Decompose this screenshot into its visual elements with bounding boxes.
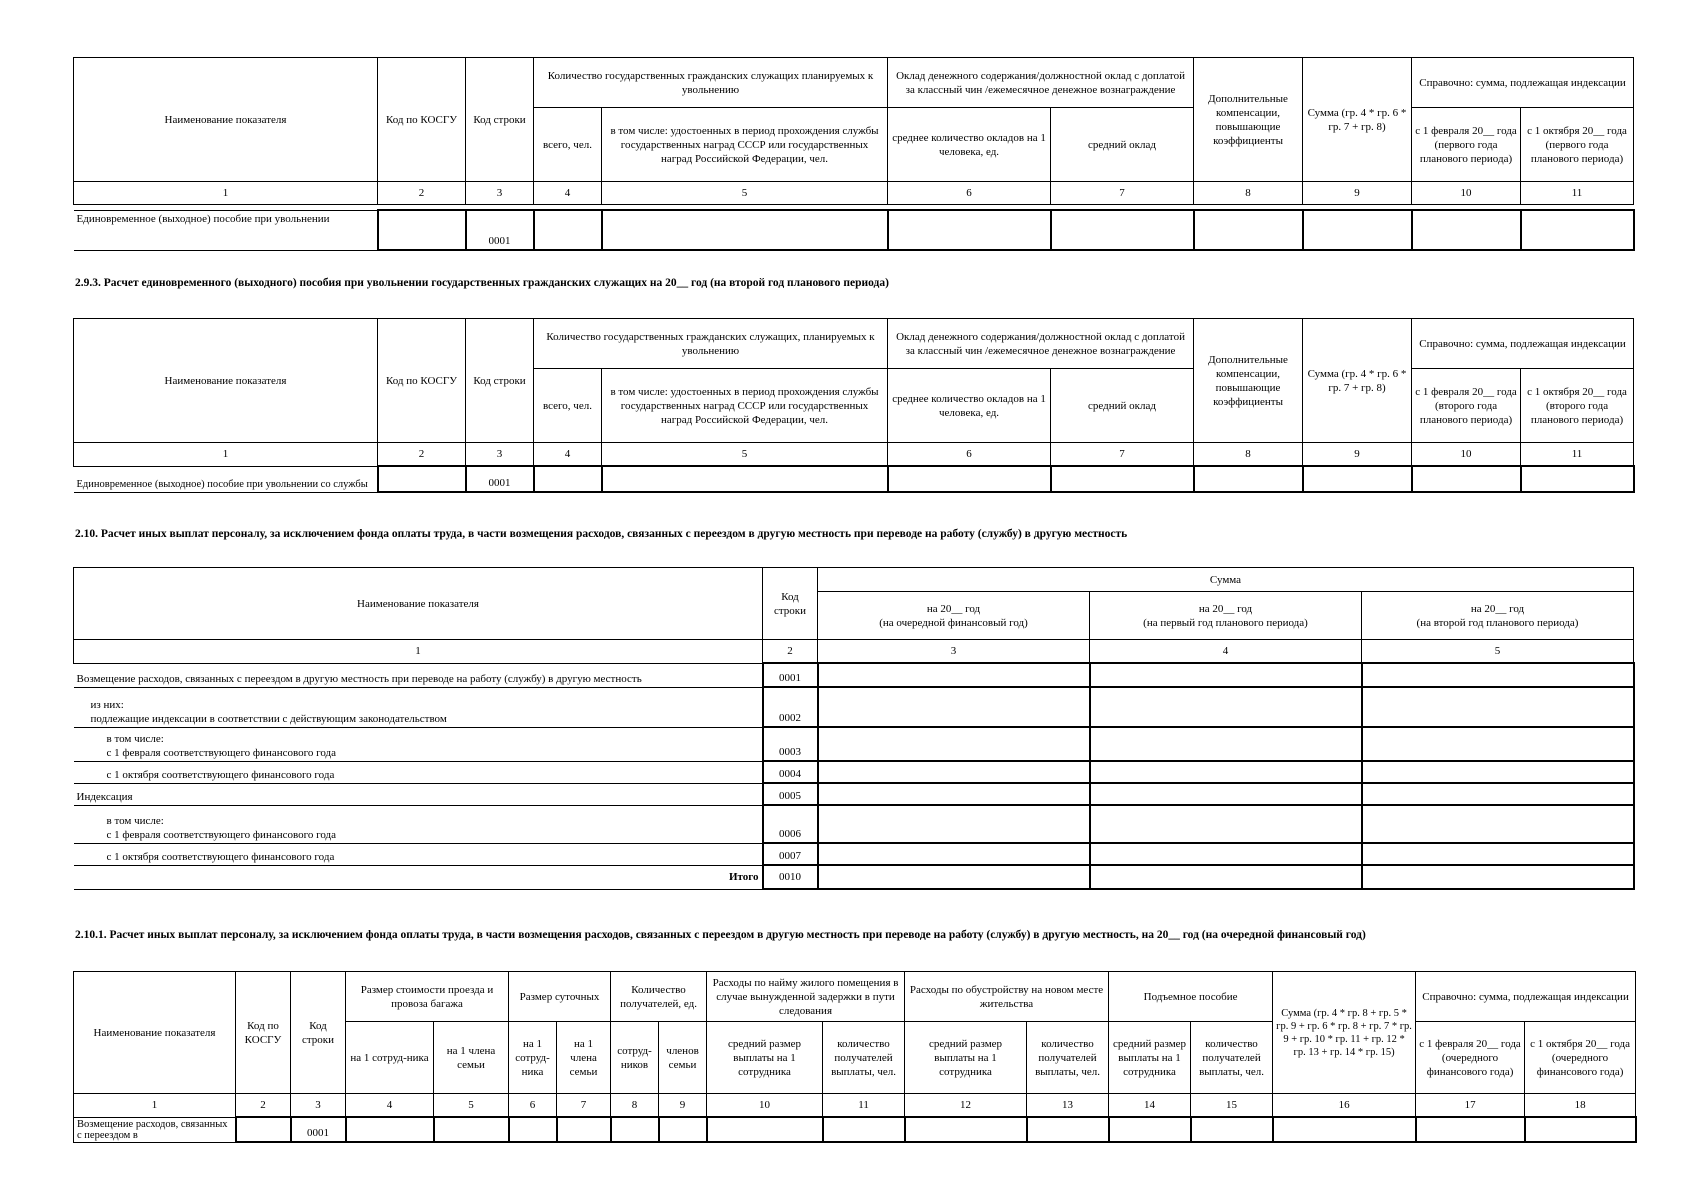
row-code: 0001 (291, 1117, 346, 1142)
table-row (74, 727, 1634, 761)
col-number: 2 (236, 1094, 291, 1118)
year-note: (на второй год планового периода) (1416, 616, 1579, 629)
cell-value[interactable] (1362, 843, 1634, 865)
row-label: с 1 февраля соответствующего финансового года (106, 746, 336, 759)
col-number: 17 (1416, 1094, 1525, 1118)
table-row (74, 663, 1634, 687)
row-prefix: в том числе: (106, 814, 164, 827)
cell-value[interactable] (1090, 727, 1362, 761)
cell-value[interactable] (905, 1117, 1027, 1142)
cell-value[interactable] (818, 805, 1090, 843)
table-relocation-summary (73, 567, 1633, 890)
cell-value[interactable] (1362, 663, 1634, 687)
col-number: 12 (905, 1094, 1027, 1118)
cell-value[interactable] (1362, 783, 1634, 805)
header-salary-group: Оклад денежного содержания/должностной оклад с доплатой за классный чин /ежемесячное денежное вознаграждение (888, 58, 1194, 108)
col-number: 2 (763, 640, 818, 664)
section-title-2-10: 2.10. Расчет иных выплат персоналу, за исключением фонда оплаты труда, в части возмещения расходов, связанных с переездом в другую местность при переводе на работу (службу) в другую местность (75, 528, 1128, 540)
header-extra: Дополнительные компенсации, повышающие коэффициенты (1194, 319, 1303, 443)
cell-value[interactable] (818, 727, 1090, 761)
col-number: 18 (1525, 1094, 1636, 1118)
header-travel-emp: на 1 сотруд-ника (346, 1022, 434, 1094)
col-number: 7 (557, 1094, 611, 1118)
cell-value[interactable] (534, 466, 602, 492)
col-number: 3 (818, 640, 1090, 664)
table-row (74, 761, 1634, 783)
row-prefix: из них: (90, 698, 124, 711)
header-ref-oct: с 1 октября 20__ года (очередного финансового года) (1525, 1022, 1636, 1094)
col-number: 5 (434, 1094, 509, 1118)
table-severance-first-plan-year (73, 57, 1633, 251)
row-code: 0005 (763, 783, 818, 805)
row-code: 0010 (763, 865, 818, 889)
header-ref-group: Справочно: сумма, подлежащая индексации (1412, 58, 1634, 108)
row-code: 0006 (763, 805, 818, 843)
header-salary-avg-count: среднее количество окладов на 1 человека, ед. (888, 108, 1051, 182)
cell-value[interactable] (1412, 466, 1521, 492)
col-number: 8 (1194, 182, 1303, 205)
cell-value[interactable] (1362, 761, 1634, 783)
row-prefix: в том числе: (106, 732, 164, 745)
cell-value[interactable] (823, 1117, 905, 1142)
row-label: с 1 октября соответствующего финансового года (106, 850, 335, 863)
col-number: 7 (1051, 182, 1194, 205)
cell-value[interactable] (888, 466, 1051, 492)
header-salary-group: Оклад денежного содержания/должностной оклад с доплатой за классный чин /ежемесячное денежное вознаграждение (888, 319, 1194, 369)
cell-value[interactable] (1090, 761, 1362, 783)
cell-value[interactable] (818, 783, 1090, 805)
row-name (74, 761, 763, 783)
row-name (74, 663, 763, 687)
col-number: 1 (74, 443, 378, 467)
row-name: Единовременное (выходное) пособие при увольнении со службы (74, 466, 378, 492)
cell-value[interactable] (1090, 805, 1362, 843)
header-name: Наименование показателя (74, 972, 236, 1094)
header-lift-avg: средний размер выплаты на 1 сотрудника (1109, 1022, 1191, 1094)
cell-value[interactable] (1521, 466, 1634, 492)
header-row-code: Код строки (466, 319, 534, 443)
table-row (74, 843, 1634, 865)
table-relocation-detail (73, 971, 1633, 1143)
cell-value[interactable] (1362, 865, 1634, 889)
col-number: 9 (1303, 182, 1412, 205)
cell-value[interactable] (1051, 466, 1194, 492)
total-label: Итого (74, 865, 763, 889)
header-ref-oct: с 1 октября 20__ года (первого года планового периода) (1521, 108, 1634, 182)
header-sum: Сумма (гр. 4 * гр. 6 * гр. 7 + гр. 8) (1303, 319, 1412, 443)
row-code: 0001 (763, 663, 818, 687)
header-count-total: всего, чел. (534, 108, 602, 182)
header-count-awarded: в том числе: удостоенных в период прохождения службы государственных наград СССР или государственных наград Российской Федерации, чел. (602, 108, 888, 182)
cell-value[interactable] (611, 1117, 659, 1142)
header-ref-oct: с 1 октября 20__ года (второго года планового периода) (1521, 369, 1634, 443)
header-ref-feb: с 1 февраля 20__ года (второго года планового периода) (1412, 369, 1521, 443)
cell-value[interactable] (1362, 727, 1634, 761)
header-settle-avg: средний размер выплаты на 1 сотрудника (905, 1022, 1027, 1094)
row-label: с 1 октября соответствующего финансового года (106, 768, 335, 781)
header-count-group: Количество государственных гражданских служащих, планируемых к увольнению (534, 319, 888, 369)
row-name (74, 843, 763, 865)
header-ref-group: Справочно: сумма, подлежащая индексации (1416, 972, 1636, 1022)
table-row (74, 783, 1634, 805)
cell-value[interactable] (818, 865, 1090, 889)
cell-value[interactable] (557, 1117, 611, 1142)
table-severance-second-plan-year (73, 318, 1633, 493)
section-title-2-9-3: 2.9.3. Расчет единовременного (выходного) пособия при увольнении государственных гражданских служащих на 20__ год (на второй год планового периода) (75, 277, 889, 289)
col-number: 5 (602, 182, 888, 205)
col-number: 11 (823, 1094, 905, 1118)
header-settle: Расходы по обустройству на новом месте жительства (905, 972, 1109, 1022)
header-salary-avg: средний оклад (1051, 108, 1194, 182)
column-numbers-row (74, 182, 1634, 205)
header-count-group: Количество государственных гражданских служащих планируемых к увольнению (534, 58, 888, 108)
header-daily: Размер суточных (509, 972, 611, 1022)
cell-value[interactable] (1362, 805, 1634, 843)
header-housing: Расходы по найму жилого помещения в случае вынужденной задержки в пути следования (707, 972, 905, 1022)
cell-value[interactable] (1303, 210, 1412, 250)
col-number: 10 (1412, 443, 1521, 467)
cell-value[interactable] (1362, 687, 1634, 727)
header-travel: Размер стоимости проезда и провоза багажа (346, 972, 509, 1022)
row-code: 0003 (763, 727, 818, 761)
cell-value[interactable] (818, 761, 1090, 783)
col-number: 11 (1521, 182, 1634, 205)
header-settle-cnt: количество получателей выплаты, чел. (1027, 1022, 1109, 1094)
row-name (74, 727, 763, 761)
table-row (74, 805, 1634, 843)
cell-value[interactable] (534, 210, 602, 250)
cell-value[interactable] (602, 210, 888, 250)
row-code: 0001 (466, 210, 534, 250)
cell-value[interactable] (434, 1117, 509, 1142)
col-number: 7 (1051, 443, 1194, 467)
cell-value[interactable] (1191, 1117, 1273, 1142)
header-sum: Сумма (818, 568, 1634, 592)
header-row-code: Код строки (763, 568, 818, 640)
cell-value[interactable] (818, 687, 1090, 727)
header-year-2 (1090, 592, 1362, 640)
header-count-total: всего, чел. (534, 369, 602, 443)
row-label: Индексация (76, 790, 133, 803)
table-row (74, 210, 1634, 250)
table-row (74, 687, 1634, 727)
col-number: 2 (378, 443, 466, 467)
row-name (74, 687, 763, 727)
col-number: 13 (1027, 1094, 1109, 1118)
header-ref-feb: с 1 февраля 20__ года (очередного финансового года) (1416, 1022, 1525, 1094)
cell-value[interactable] (1412, 210, 1521, 250)
col-number: 1 (74, 182, 378, 205)
col-number: 9 (1303, 443, 1412, 467)
header-name: Наименование показателя (74, 58, 378, 182)
column-numbers-row (74, 443, 1634, 467)
header-salary-avg: средний оклад (1051, 369, 1194, 443)
header-lift: Подъемное пособие (1109, 972, 1273, 1022)
cell-value[interactable] (1303, 466, 1412, 492)
col-number: 6 (509, 1094, 557, 1118)
header-daily-emp: на 1 сотруд-ника (509, 1022, 557, 1094)
col-number: 6 (888, 182, 1051, 205)
header-row-code: Код строки (466, 58, 534, 182)
cell-value[interactable] (818, 663, 1090, 687)
cell-value[interactable] (888, 210, 1051, 250)
col-number: 10 (1412, 182, 1521, 205)
header-kosgu: Код по КОСГУ (378, 58, 466, 182)
header-housing-avg: средний размер выплаты на 1 сотрудника (707, 1022, 823, 1094)
header-ref-group: Справочно: сумма, подлежащая индексации (1412, 319, 1634, 369)
row-label: Возмещение расходов, связанных с переездом в другую местность при переводе на работу (службу) в другую местность (76, 672, 642, 685)
col-number: 14 (1109, 1094, 1191, 1118)
row-name (74, 805, 763, 843)
header-lift-cnt: количество получателей выплаты, чел. (1191, 1022, 1273, 1094)
column-numbers-row (74, 1094, 1636, 1118)
cell-value[interactable] (1416, 1117, 1525, 1142)
row-name: Единовременное (выходное) пособие при увольнении (74, 210, 378, 250)
cell-value[interactable] (1051, 210, 1194, 250)
row-code: 0002 (763, 687, 818, 727)
cell-value[interactable] (1194, 210, 1303, 250)
header-salary-avg-count: среднее количество окладов на 1 человека, ед. (888, 369, 1051, 443)
cell-value[interactable] (1525, 1117, 1636, 1142)
cell-kosgu[interactable] (236, 1117, 291, 1142)
row-code: 0004 (763, 761, 818, 783)
header-kosgu: Код по КОСГУ (236, 972, 291, 1094)
header-year-1 (818, 592, 1090, 640)
header-ref-feb: с 1 февраля 20__ года (первого года планового периода) (1412, 108, 1521, 182)
col-number: 3 (466, 182, 534, 205)
header-recipients: Количество получателей, ед. (611, 972, 707, 1022)
col-number: 4 (534, 182, 602, 205)
col-number: 8 (611, 1094, 659, 1118)
header-travel-fam: на 1 члена семьи (434, 1022, 509, 1094)
cell-value[interactable] (659, 1117, 707, 1142)
cell-value[interactable] (1090, 663, 1362, 687)
year-note: (на очередной финансовый год) (879, 616, 1028, 629)
cell-value[interactable] (1521, 210, 1634, 250)
col-number: 16 (1273, 1094, 1416, 1118)
header-extra: Дополнительные компенсации, повышающие коэффициенты (1194, 58, 1303, 182)
cell-value[interactable] (602, 466, 888, 492)
cell-value[interactable] (1090, 783, 1362, 805)
cell-value[interactable] (1090, 843, 1362, 865)
year-label: на 20__ год (926, 602, 981, 615)
col-number: 6 (888, 443, 1051, 467)
col-number: 15 (1191, 1094, 1273, 1118)
col-number: 3 (466, 443, 534, 467)
cell-value[interactable] (1027, 1117, 1109, 1142)
col-number: 4 (346, 1094, 434, 1118)
cell-value[interactable] (1090, 687, 1362, 727)
year-note: (на первый год планового периода) (1143, 616, 1308, 629)
header-count-awarded: в том числе: удостоенных в период прохождения службы государственных наград СССР или государственных наград Российской Федерации, чел. (602, 369, 888, 443)
col-number: 5 (1362, 640, 1634, 664)
row-code: 0007 (763, 843, 818, 865)
table-row (74, 466, 1634, 492)
col-number: 3 (291, 1094, 346, 1118)
col-number: 1 (74, 1094, 236, 1118)
header-daily-fam: на 1 члена семьи (557, 1022, 611, 1094)
row-name: Возмещение расходов, связанных с переездом в (74, 1117, 236, 1142)
year-label: на 20__ год (1470, 602, 1525, 615)
row-label: подлежащие индексации в соответствии с действующим законодательством (90, 712, 447, 725)
col-number: 9 (659, 1094, 707, 1118)
header-rec-fam: членов семьи (659, 1022, 707, 1094)
header-housing-cnt: количество получателей выплаты, чел. (823, 1022, 905, 1094)
col-number: 4 (1090, 640, 1362, 664)
cell-value[interactable] (509, 1117, 557, 1142)
header-name: Наименование показателя (74, 319, 378, 443)
section-title-2-10-1: 2.10.1. Расчет иных выплат персоналу, за исключением фонда оплаты труда, в части возмещения расходов, связанных с переездом в другую местность при переводе на работу (службу) в другую местность, на 20__ год (на очередной финансовый год) (75, 929, 1366, 941)
header-year-3 (1362, 592, 1634, 640)
row-code: 0001 (466, 466, 534, 492)
table-row-total (74, 865, 1634, 889)
header-kosgu: Код по КОСГУ (378, 319, 466, 443)
cell-value[interactable] (1109, 1117, 1191, 1142)
header-rec-emp: сотруд-ников (611, 1022, 659, 1094)
col-number: 1 (74, 640, 763, 664)
column-numbers-row (74, 640, 1634, 664)
cell-value[interactable] (1273, 1117, 1416, 1142)
header-sum: Сумма (гр. 4 * гр. 6 * гр. 7 + гр. 8) (1303, 58, 1412, 182)
col-number: 4 (534, 443, 602, 467)
cell-kosgu[interactable] (378, 210, 466, 250)
col-number: 2 (378, 182, 466, 205)
cell-value[interactable] (707, 1117, 823, 1142)
row-name (74, 783, 763, 805)
table-row (74, 1117, 1636, 1142)
col-number: 10 (707, 1094, 823, 1118)
col-number: 8 (1194, 443, 1303, 467)
cell-kosgu[interactable] (378, 466, 466, 492)
header-row-code: Код строки (291, 972, 346, 1094)
row-label: с 1 февраля соответствующего финансового года (106, 828, 336, 841)
cell-value[interactable] (346, 1117, 434, 1142)
header-sum: Сумма (гр. 4 * гр. 8 + гр. 5 * гр. 9 + гр. 6 * гр. 8 + гр. 7 * гр. 9 + гр. 10 * гр. 11 + гр. 12 * гр. 13 + гр. 14 * гр. 15) (1273, 972, 1416, 1094)
cell-value[interactable] (1090, 865, 1362, 889)
header-name: Наименование показателя (74, 568, 763, 640)
cell-value[interactable] (1194, 466, 1303, 492)
col-number: 5 (602, 443, 888, 467)
col-number: 11 (1521, 443, 1634, 467)
year-label: на 20__ год (1198, 602, 1253, 615)
cell-value[interactable] (818, 843, 1090, 865)
